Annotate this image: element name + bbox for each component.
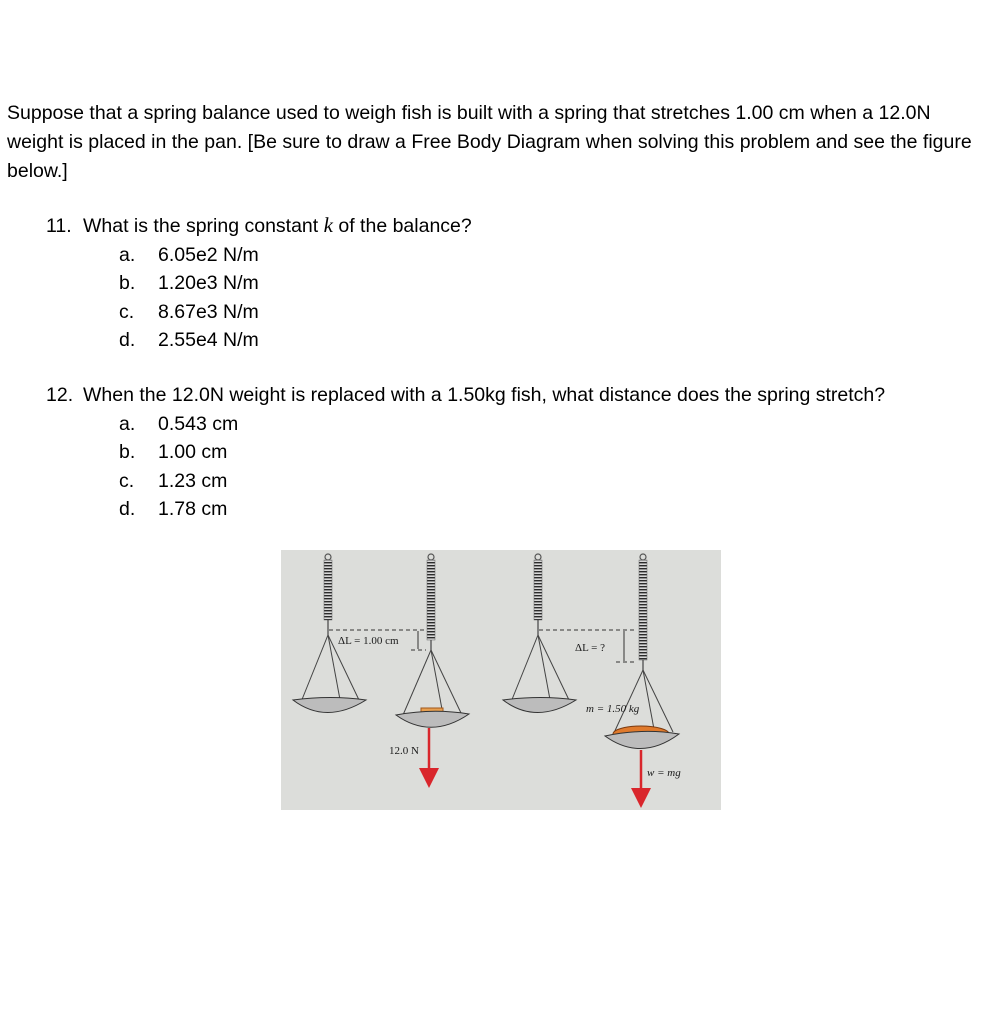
question-11-stem [46,211,976,241]
weight-equation-label: w = mg [647,767,681,779]
option-11d [46,326,976,355]
option-text: 2.55e4 N/m [158,329,259,351]
delta-l-unknown-label: ΔL = ? [575,642,605,654]
spring-balance-figure [281,550,721,810]
option-11b [46,269,976,298]
option-text: 1.20e3 N/m [158,272,259,294]
option-letter: a. [119,243,136,266]
question-11-options [46,241,976,355]
option-text: 0.543 cm [158,412,239,435]
option-text: 1.78 cm [158,498,228,520]
option-letter: c. [119,300,135,323]
problem-intro: Suppose that a spring balance used to weigh fish is built with a spring that stretches 1.00 cm when a 12.0N weight is placed in the pan. [Be sure to draw a Free Body Diagram when solving this problem and see the figure below.] [7,102,972,182]
option-text: 1.23 cm [158,469,228,492]
option-letter: d. [119,329,136,351]
spring-coil [427,560,435,640]
question-11 [46,211,976,355]
spring-balance-diagram [281,550,721,810]
question-12 [46,381,976,524]
option-letter: d. [119,498,136,520]
option-12b [46,438,976,467]
delta-l-known-label: ΔL = 1.00 cm [338,635,399,647]
question-12-text: When the 12.0N weight is replaced with a 1.50kg fish, what distance does the spring stretch? [83,384,886,406]
question-11-number: 11. [46,215,72,237]
option-12c [46,467,976,496]
spring-coil [639,560,647,660]
option-letter: b. [119,441,136,463]
spring-coil [324,560,332,620]
weight-label: 12.0 N [389,745,419,757]
question-11-text-before: What is the spring constant [83,215,324,237]
question-12-options [46,410,976,524]
option-text: 1.00 cm [158,441,228,463]
option-12a [46,410,976,439]
option-text: 6.05e2 N/m [158,243,259,266]
mass-label: m = 1.50 kg [586,703,640,715]
question-12-stem [46,381,976,410]
question-12-number: 12. [46,384,74,406]
option-11c [46,298,976,327]
option-11a [46,241,976,270]
question-11-text-after: of the balance? [332,215,472,237]
option-letter: b. [119,272,136,294]
option-text: 8.67e3 N/m [158,300,259,323]
option-letter: c. [119,469,135,492]
option-letter: a. [119,412,136,435]
option-12d [46,495,976,524]
spring-constant-variable: k [323,213,333,237]
spring-coil [534,560,542,620]
